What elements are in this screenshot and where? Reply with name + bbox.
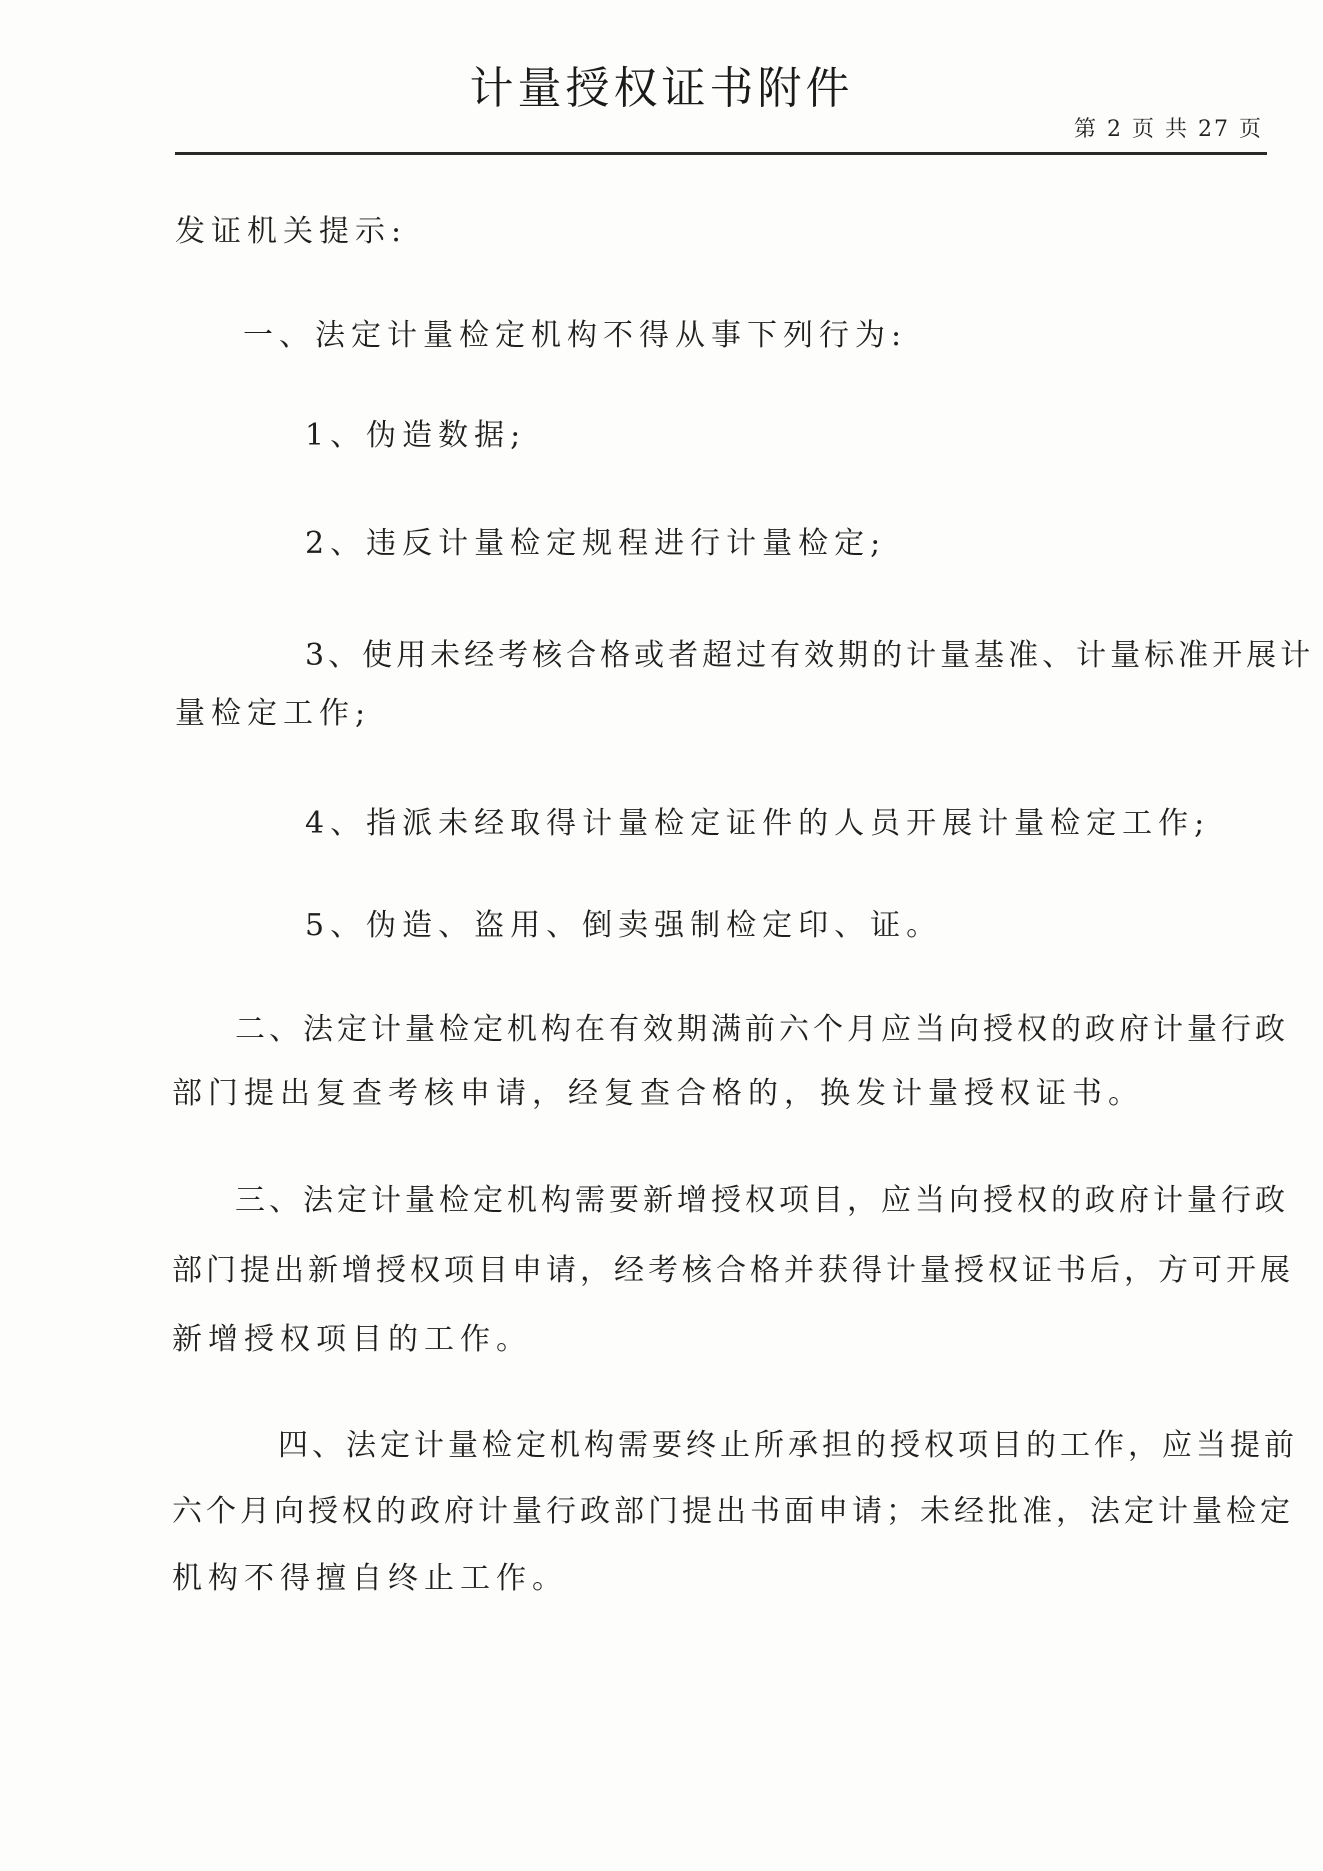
- section3-line-3: 新增授权项目的工作。: [172, 1322, 532, 1357]
- section1-item-4: 4、指派未经取得计量检定证件的人员开展计量检定工作;: [305, 806, 1211, 841]
- document-title: 计量授权证书附件: [469, 63, 854, 114]
- section2-line-2: 部门提出复查考核申请，经复查合格的，换发计量授权证书。: [172, 1076, 1144, 1111]
- section1-heading: 一、法定计量检定机构不得从事下列行为:: [243, 318, 908, 353]
- section1-item-5: 5、伪造、盗用、倒卖强制检定印、证。: [305, 908, 943, 943]
- section4-line-2: 六个月向授权的政府计量行政部门提出书面申请；未经批准，法定计量检定: [172, 1494, 1294, 1529]
- section4-line-1: 四、法定计量检定机构需要终止所承担的授权项目的工作，应当提前: [278, 1428, 1298, 1463]
- header-divider: [175, 152, 1267, 155]
- section1-item-3-cont: 量检定工作;: [175, 696, 372, 731]
- section1-item-2: 2、违反计量检定规程进行计量检定;: [305, 526, 887, 561]
- section1-item-3: 3、使用未经考核合格或者超过有效期的计量基准、计量标准开展计: [305, 638, 1315, 673]
- page-indicator: 第 2 页 共 27 页: [1074, 117, 1263, 142]
- section3-line-1: 三、法定计量检定机构需要新增授权项目，应当向授权的政府计量行政: [235, 1183, 1289, 1218]
- intro-line: 发证机关提示:: [175, 214, 408, 249]
- section1-item-1: 1、伪造数据;: [305, 418, 527, 453]
- section3-line-2: 部门提出新增授权项目申请，经考核合格并获得计量授权证书后，方可开展: [172, 1253, 1294, 1288]
- section4-line-3: 机构不得擅自终止工作。: [172, 1561, 568, 1596]
- section2-line-1: 二、法定计量检定机构在有效期满前六个月应当向授权的政府计量行政: [235, 1012, 1289, 1047]
